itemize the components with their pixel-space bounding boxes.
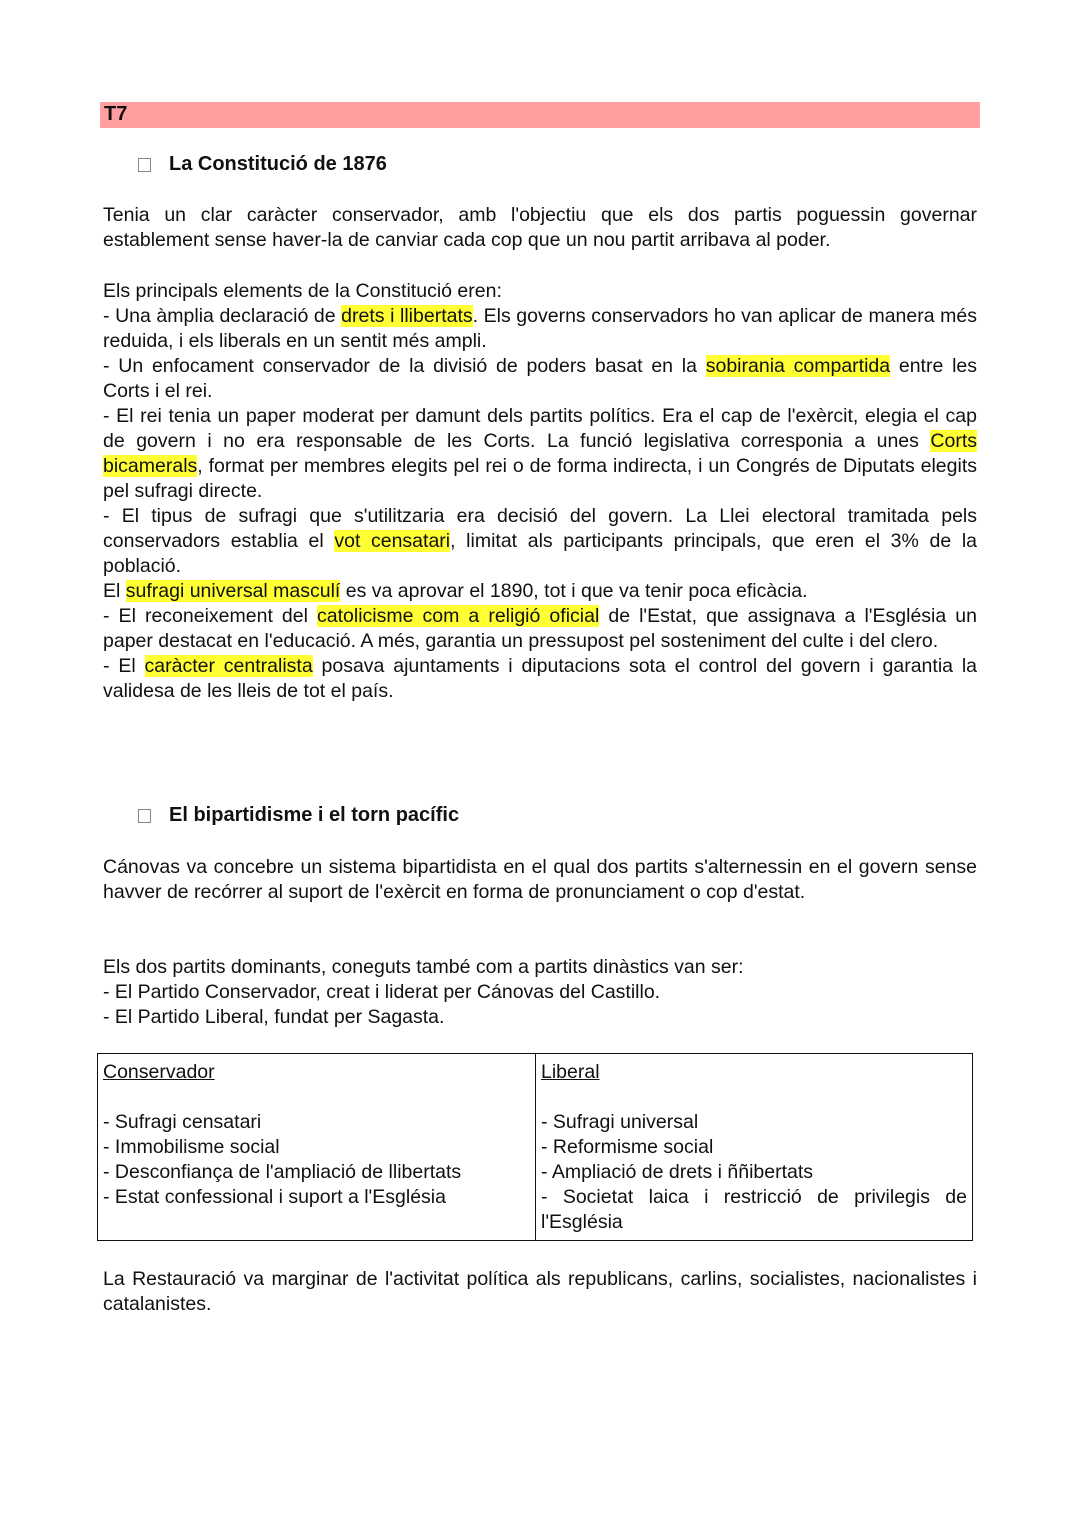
highlight-bicameral: Corts bicamerals <box>103 430 977 477</box>
section2-intro: Cánovas va concebre un sistema bipartidista en el qual dos partits s'alternessin en el govern sense havver de recórrer al suport de l'exèrcit en forma de pronunciament o cop d'estat. <box>103 856 977 903</box>
table-column-liberal <box>536 1054 972 1240</box>
table-cell: - Immobilisme social <box>103 1136 280 1158</box>
element-centralism: - El caràcter centralista posava ajuntaments i diputacions sota el control del govern i garantia la validesa de les lleis de tot el país. <box>103 655 978 702</box>
table-cell: - Desconfiança de l'ampliació de llibertats <box>103 1161 462 1183</box>
highlight-centralism: caràcter centralista <box>144 655 313 677</box>
section-banner <box>100 102 980 128</box>
section2-heading <box>138 804 459 827</box>
banner-label: T7 <box>104 103 128 125</box>
highlight-catholicism: catolicisme com a religió oficial <box>317 605 600 627</box>
comparison-table <box>97 1053 973 1241</box>
column-title-conservative: Conservador <box>103 1061 215 1083</box>
table-cell: - Societat laica i restricció de privilegis de l'Església <box>541 1186 967 1233</box>
element-sovereignty: - Un enfocament conservador de la divisió de poders basat en la sobirania compartida entre les Corts i el rei. <box>103 355 977 402</box>
section2-closing: La Restauració va marginar de l'activitat política als republicans, carlins, socialistes, nacionalistes i catalanistes. <box>103 1268 977 1315</box>
highlight-census-vote: vot censatari <box>334 530 451 552</box>
table-column-conservative <box>98 1054 536 1240</box>
highlight-sovereignty: sobirania compartida <box>705 355 891 377</box>
table-cell: - Sufragi universal <box>541 1111 699 1133</box>
checkbox-bullet-icon <box>138 809 151 823</box>
element-suffrage: - El tipus de sufragi que s'utilitzaria era decisió del govern. La Llei electoral tramitada pels conservadors establia el vot censatari, limitat als participants principals, que eren el 3% de la població. <box>103 505 977 577</box>
element-universal: El sufragi universal masculí es va aprovar el 1890, tot i que va tenir poca eficàcia. <box>103 580 808 602</box>
section1-intro: Tenia un clar caràcter conservador, amb l'objectiu que els dos partis poguessin governar establement sense haver-la de canviar cada cop que un nou partit arribava al poder. <box>103 204 977 251</box>
table-cell: - Reformisme social <box>541 1136 714 1158</box>
party-conservative: - El Partido Conservador, creat i liderat per Cánovas del Castillo. <box>103 981 661 1003</box>
highlight-universal-suffrage: sufragi universal masculí <box>125 580 341 602</box>
parties-intro: Els dos partits dominants, coneguts també com a partits dinàstics van ser: <box>103 956 744 978</box>
table-cell: - Ampliació de drets i ññibertats <box>541 1161 814 1183</box>
section2-title: El bipartidisme i el torn pacífic <box>169 804 460 826</box>
checkbox-bullet-icon <box>138 158 151 172</box>
section1-heading <box>138 153 387 176</box>
table-cell: - Sufragi censatari <box>103 1111 262 1133</box>
section2-parties <box>103 955 977 1030</box>
highlight-rights: drets i llibertats <box>341 305 473 327</box>
element-catholicism: - El reconeixement del catolicisme com a religió oficial de l'Estat, que assignava a l'Església un paper destacat en l'educació. A més, garantia un pressupost pel sosteniment del culte i del clero. <box>103 605 977 652</box>
elements-intro: Els principals elements de la Constitució eren: <box>103 280 502 302</box>
element-king: - El rei tenia un paper moderat per damunt dels partits polítics. Era el cap de l'exèrcit, elegia el cap de govern i no era responsable de les Corts. La funció legislativa corresponia a unes Corts bicamerals, format per membres elegits pel rei o de forma indirecta, i un Congrés de Diputats elegits pel sufragi directe. <box>103 405 977 502</box>
element-rights: - Una àmplia declaració de drets i llibertats. Els governs conservadors ho van aplicar de manera més reduida, i els liberals en un sentit més ampli. <box>103 305 977 352</box>
section1-elements <box>103 279 977 704</box>
column-title-liberal: Liberal <box>541 1061 600 1083</box>
section1-title: La Constitució de 1876 <box>169 153 387 175</box>
table-cell: - Estat confessional i suport a l'Església <box>103 1186 446 1208</box>
party-liberal: - El Partido Liberal, fundat per Sagasta. <box>103 1006 445 1028</box>
